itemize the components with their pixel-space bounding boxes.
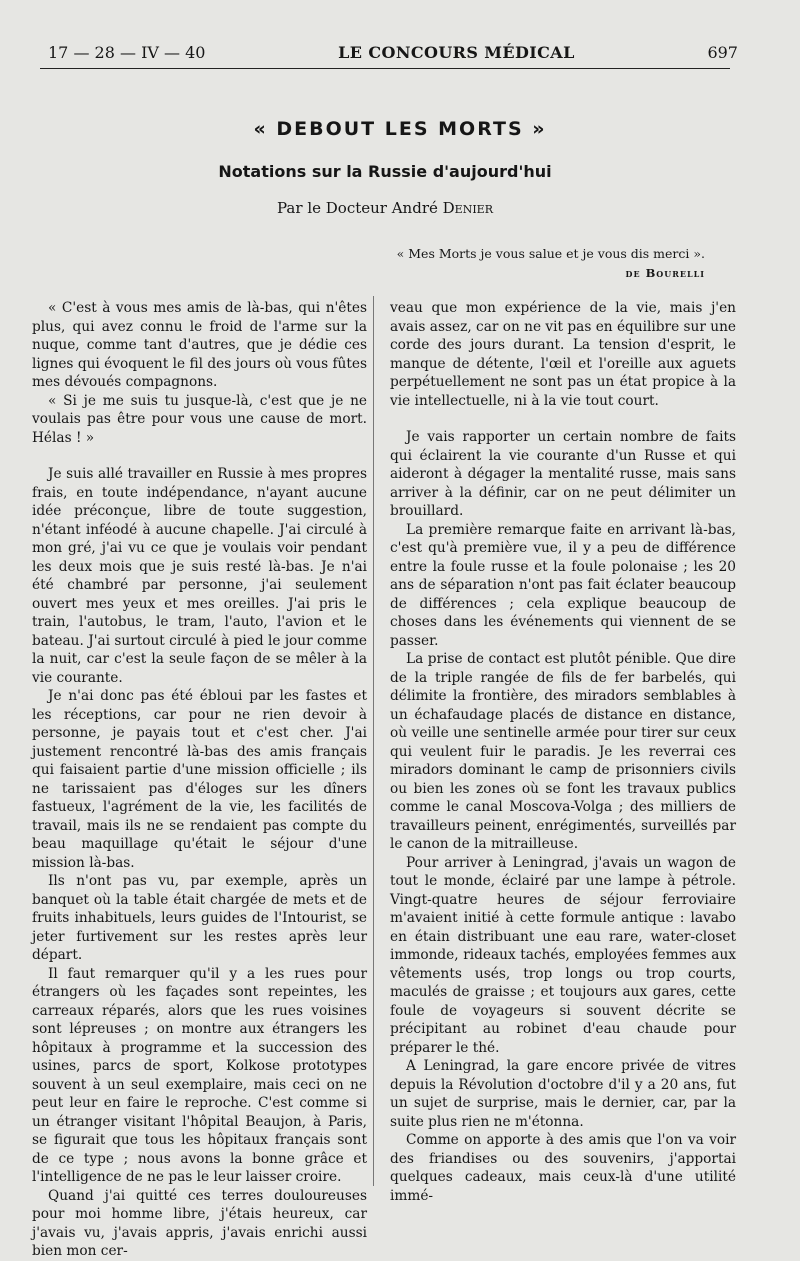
header-rule (40, 68, 730, 69)
paragraph: Ils n'ont pas vu, par exemple, après un banquet où la table était chargée de mets et de fruits inhabituels, leurs guides de l'Intourist, se jeter furtivement sur les restes après leur départ. (32, 873, 367, 963)
paragraph: Je vais rapporter un certain nombre de faits qui éclairent la vie courante d'un Russe et qui aideront à dégager la mentalité russe, mais sans arriver à la définir, car on ne peut délimiter un brouillard. (390, 429, 736, 519)
paragraph: « Si je me suis tu jusque-là, c'est que je ne voulais pas être pour vous une cause de mort. Hélas ! » (32, 392, 367, 446)
paragraph: veau que mon expérience de la vie, mais j'en avais assez, car on ne vit pas en équilibre sur une corde des jours durant. La tension d'esprit, le manque de détente, l'œil et l'oreille aux aguets perpétuellement ne sont pas un état propice à la vie intellectuelle, ni à la vie tout court. (390, 300, 736, 409)
paragraph: « C'est à vous mes amis de là-bas, qui n'êtes plus, qui avez connu le froid de l'arme sur la nuque, comme tant d'autres, que je dédie ces lignes qui évoquent le fil des jours où vous fûtes mes dévoués compagnons. (32, 300, 367, 390)
author-name: Denier (442, 199, 493, 217)
paragraph: Je suis allé travailler en Russie à mes propres frais, en toute indépendance, n'ayant aucune idée préconçue, libre de toute suggestion, n'étant inféodé à aucune chapelle. J'ai circulé à mon gré, j'ai vu ce que je voulais voir pendant les deux mois que je suis resté là-bas. Je n'ai été chambré par personne, j'ai seulement ouvert mes yeux et mes oreilles. J'ai pris le train, l'autobus, le tram, l'auto, l'avion et le bateau. J'ai surtout circulé à pied le jour comme la nuit, car c'est la seule façon de se mêler à la vie courante. (32, 466, 367, 686)
paragraph: Comme on apporte à des amis que l'on va voir des friandises ou des souvenirs, j'apportai quelques cadeaux, mais ceux-là d'une utilité immé- (390, 1132, 736, 1204)
article-title: « DEBOUT LES MORTS » (253, 118, 547, 140)
journal-title: LE CONCOURS MÉDICAL (338, 42, 575, 62)
article-subtitle: Notations sur la Russie d'aujourd'hui (218, 162, 552, 181)
paragraph: La première remarque faite en arrivant là-bas, c'est qu'à première vue, il y a peu de différence entre la foule russe et la foule polonaise ; les 20 ans de séparation n'ont pas fait éclater beaucoup de différences ; cela explique beaucoup de choses dans les événements qui viennent de se passer. (390, 521, 736, 649)
epigraph (390, 246, 705, 280)
article-byline (0, 199, 770, 217)
page-number: 697 (707, 42, 738, 62)
right-column (390, 299, 736, 1205)
paragraph: Je n'ai donc pas été ébloui par les fastes et les réceptions, car pour ne rien devoir à personne, je payais tout et c'est cher. J'ai justement rencontré là-bas des amis français qui faisaient partie d'une mission officielle ; ils ne tarissaient pas d'éloges sur les dîners fastueux, l'agrément de la vie, les facilités de travail, mais ils ne se rendaient pas compte du beau maquillage qu'était le séjour d'une mission là-bas. (32, 688, 367, 871)
paragraph: Pour arriver à Leningrad, j'avais un wagon de tout le monde, éclairé par une lampe à pétrole. Vingt-quatre heures de séjour ferroviaire m'avaient initié à cette formule antique : lavabo en étain distribuant une eau rare, water-closet immonde, rideaux tachés, employées femmes aux vêtements usés, trop longs ou trop courts, maculés de graisse ; et toujours aux gares, cette foule de voyageurs si souvent décrite se précipitant au robinet d'eau chaude pour préparer le thé. (390, 854, 736, 1056)
running-header (48, 40, 738, 64)
paragraph: Quand j'ai quitté ces terres douloureuses pour moi homme libre, j'étais heureux, car j'avais vu, j'avais appris, j'avais enrichi aussi bien mon cer- (32, 1187, 367, 1259)
byline-prefix: Par le Docteur André (277, 199, 443, 217)
column-divider (373, 296, 374, 1186)
issue-reference: 17 — 28 — IV — 40 (48, 42, 206, 62)
paragraph: La prise de contact est plutôt pénible. Que dire de la triple rangée de fils de fer barbelés, qui délimite la frontière, des miradors semblables à un échafaudage placés de distance en distance, où veille une sentinelle armée pour tirer sur ceux qui veulent fuir le paradis. Je les reverrai ces miradors dominant le camp de prisonniers civils ou bien les zones où se font les travaux publics comme le canal Moscova-Volga ; des milliers de travailleurs peinent, enrégimentés, surveillés par le canon de la mitrailleuse. (390, 651, 736, 852)
paragraph: A Leningrad, la gare encore privée de vitres depuis la Révolution d'octobre d'il y a 20 ans, fut un sujet de surprise, mais le dernier, car, par la suite plus rien ne m'étonna. (390, 1058, 736, 1130)
paragraph: Il faut remarquer qu'il y a les rues pour étrangers où les façades sont repeintes, les carreaux réparés, alors que les rues voisines sont lépreuses ; on montre aux étrangers les hôpitaux à programme et la succession des usines, parcs de sport, Kolkose prototypes souvent à un seul exemplaire, mais ceci on ne peut leur en faire le reproche. C'est comme si un étranger visitant l'hôpital Beaujon, à Paris, se figurait que tous les hôpitaux français sont de ce type ; nous avons la bonne grâce et l'intelligence de ne pas le leur laisser croire. (32, 965, 367, 1185)
epigraph-quote: « Mes Morts je vous salue et je vous dis merci ». (396, 246, 705, 261)
epigraph-attribution: de Bourelli (625, 266, 705, 280)
left-column (32, 299, 367, 1261)
